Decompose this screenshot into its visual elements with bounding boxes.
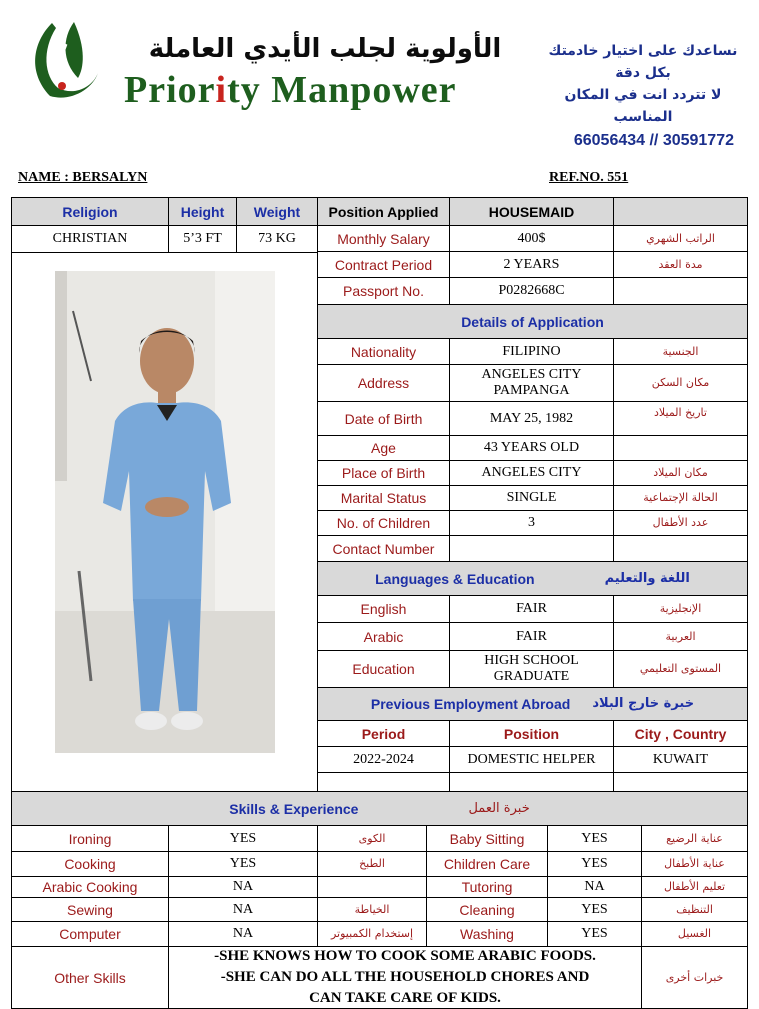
height-label: Height: [168, 197, 237, 226]
skill-baby-sitting-label: Baby Sitting: [426, 825, 548, 852]
skill-ironing-label: Ironing: [11, 825, 169, 852]
age-value: 43 YEARS OLD: [449, 435, 614, 461]
skill-cleaning-label: Cleaning: [426, 897, 548, 922]
other-skills-arabic: خبرات أخرى: [641, 946, 748, 1009]
education-label: Education: [317, 650, 450, 688]
contract-period-arabic: مدة العقد: [613, 251, 748, 278]
education-arabic: المستوى التعليمي: [613, 650, 748, 688]
skill-cooking-value: YES: [168, 851, 318, 877]
passport-label: Passport No.: [317, 277, 450, 305]
arabic-value: FAIR: [449, 622, 614, 651]
employment-country-header: City , Country: [613, 720, 748, 747]
skill-washing-label: Washing: [426, 921, 548, 947]
place-of-birth-arabic: مكان الميلاد: [613, 460, 748, 486]
weight-label: Weight: [236, 197, 318, 226]
skill-children-care-label: Children Care: [426, 851, 548, 877]
skill-arabic-cooking-value: NA: [168, 876, 318, 898]
children-value: 3: [449, 510, 614, 536]
candidate-name: NAME : BERSALYN: [18, 170, 148, 185]
passport-value: P0282668C: [449, 277, 614, 305]
children-arabic: عدد الأطفال: [613, 510, 748, 536]
employment-empty-cell-2: [449, 772, 614, 792]
religion-label: Religion: [11, 197, 169, 226]
place-of-birth-label: Place of Birth: [317, 460, 450, 486]
english-label: English: [317, 595, 450, 623]
arabic-label: Arabic: [317, 622, 450, 651]
employment-country-value: KUWAIT: [613, 746, 748, 773]
position-applied-label: Position Applied: [317, 197, 450, 226]
contact-number-value: [449, 535, 614, 562]
reference-number: REF.NO. 551: [549, 170, 629, 185]
employment-empty-cell-1: [317, 772, 450, 792]
monthly-salary-value: 400$: [449, 225, 614, 252]
skill-baby-sitting-value: YES: [547, 825, 642, 852]
skill-ironing-value: YES: [168, 825, 318, 852]
position-applied-value: HOUSEMAID: [449, 197, 614, 226]
other-skills-text: -SHE KNOWS HOW TO COOK SOME ARABIC FOODS. -SHE CAN DO ALL THE HOUSEHOLD CHORES AND CAN TAKE CARE OF KIDS.: [168, 946, 642, 1009]
contract-period-value: 2 YEARS: [449, 251, 614, 278]
company-logo-emblem: [22, 18, 104, 104]
employment-position-header: Position: [449, 720, 614, 747]
age-label: Age: [317, 435, 450, 461]
skill-arabic-cooking-arabic: [317, 876, 427, 898]
skill-computer-value: NA: [168, 921, 318, 947]
marital-status-arabic: الحالة الإجتماعية: [613, 485, 748, 511]
languages-section-title: Languages & Education اللغة والتعليم: [317, 561, 748, 596]
skill-baby-sitting-arabic: عناية الرضيع: [641, 825, 748, 852]
date-of-birth-arabic: تاريخ الميلاد: [613, 401, 748, 436]
skill-washing-value: YES: [547, 921, 642, 947]
details-section-title: Details of Application: [317, 304, 748, 339]
employment-section-title: Previous Employment Abroad خبرة خارج البلاد: [317, 687, 748, 721]
company-name-arabic: الأولوية لجلب الأيدي العاملة: [148, 34, 502, 64]
address-value: ANGELES CITY PAMPANGA: [449, 364, 614, 402]
passport-empty-cell: [613, 277, 748, 305]
nationality-arabic: الجنسية: [613, 338, 748, 365]
skill-cleaning-value: YES: [547, 897, 642, 922]
employment-position-value: DOMESTIC HELPER: [449, 746, 614, 773]
candidate-photo: [55, 271, 275, 753]
employment-empty-cell-3: [613, 772, 748, 792]
date-of-birth-value: MAY 25, 1982: [449, 401, 614, 436]
skill-tutoring-label: Tutoring: [426, 876, 548, 898]
contract-period-label: Contract Period: [317, 251, 450, 278]
skill-children-care-arabic: عناية الأطفال: [641, 851, 748, 877]
monthly-salary-label: Monthly Salary: [317, 225, 450, 252]
skill-arabic-cooking-label: Arabic Cooking: [11, 876, 169, 898]
english-arabic: الإنجليزية: [613, 595, 748, 623]
place-of-birth-value: ANGELES CITY: [449, 460, 614, 486]
skill-cooking-arabic: الطبخ: [317, 851, 427, 877]
company-name-english: Priority Manpower: [124, 69, 457, 111]
address-label: Address: [317, 364, 450, 402]
height-value: 5’3 FT: [168, 225, 237, 253]
skill-sewing-value: NA: [168, 897, 318, 922]
other-skills-label: Other Skills: [11, 946, 169, 1009]
religion-value: CHRISTIAN: [11, 225, 169, 253]
children-label: No. of Children: [317, 510, 450, 536]
address-arabic: مكان السكن: [613, 364, 748, 402]
marital-status-value: SINGLE: [449, 485, 614, 511]
skill-children-care-value: YES: [547, 851, 642, 877]
skill-tutoring-value: NA: [547, 876, 642, 898]
date-of-birth-label: Date of Birth: [317, 401, 450, 436]
company-slogan: نساعدك على اختيار خادمتك بكل دقة لا تتردد انت في المكان المناسب: [548, 43, 738, 125]
skill-cooking-label: Cooking: [11, 851, 169, 877]
skill-computer-arabic: إستخدام الكمبيوتر: [317, 921, 427, 947]
employment-period-header: Period: [317, 720, 450, 747]
skill-tutoring-arabic: تعليم الأطفال: [641, 876, 748, 898]
arabic-arabic: العربية: [613, 622, 748, 651]
nationality-label: Nationality: [317, 338, 450, 365]
skill-sewing-arabic: الخياطة: [317, 897, 427, 922]
english-value: FAIR: [449, 595, 614, 623]
skill-sewing-label: Sewing: [11, 897, 169, 922]
position-empty-cell: [613, 197, 748, 226]
education-value: HIGH SCHOOL GRADUATE: [449, 650, 614, 688]
skill-cleaning-arabic: التنظيف: [641, 897, 748, 922]
skill-computer-label: Computer: [11, 921, 169, 947]
contact-number-label: Contact Number: [317, 535, 450, 562]
employment-period-value: 2022-2024: [317, 746, 450, 773]
monthly-salary-arabic: الراتب الشهري: [613, 225, 748, 252]
skill-ironing-arabic: الكوى: [317, 825, 427, 852]
nationality-value: FILIPINO: [449, 338, 614, 365]
skill-washing-arabic: الغسيل: [641, 921, 748, 947]
contact-empty-cell: [613, 535, 748, 562]
weight-value: 73 KG: [236, 225, 318, 253]
marital-status-label: Marital Status: [317, 485, 450, 511]
phone-numbers: 66056434 // 30591772: [573, 132, 734, 149]
age-empty-cell: [613, 435, 748, 461]
skills-section-title: Skills & Experience خبرة العمل: [11, 791, 748, 826]
